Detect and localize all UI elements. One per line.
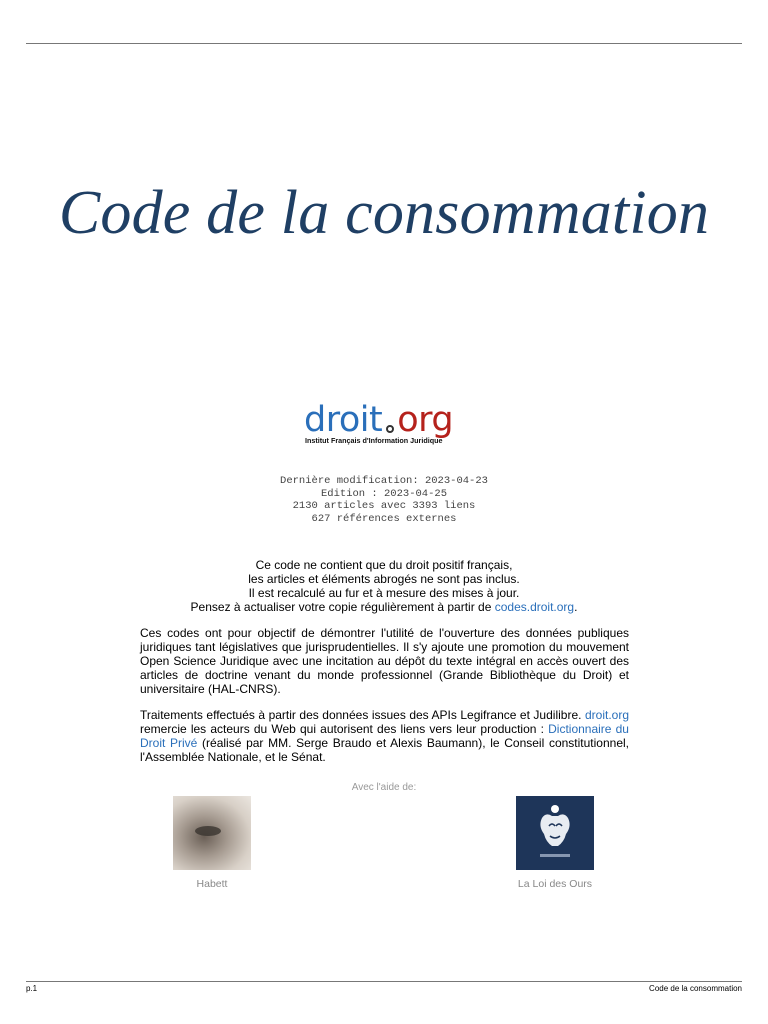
intro-line-2: les articles et éléments abrogés ne sont pas inclus. xyxy=(248,572,520,586)
helper-habett[interactable] xyxy=(152,796,272,890)
logo-word-droit: droit xyxy=(304,400,383,440)
document-title: Code de la consommation xyxy=(58,179,710,247)
objective-paragraph: Ces codes ont pour objectif de démontrer l'utilité de l'ouverture des données publiques juridiques tant législatives que jurisprudentielles. Il s'y ajoute une promotion du mouvement Open Science Juridique avec une incitation au dépôt du texte intégral en accès ouvert des articles de doctrine venant du monde professionnel (Grande Bibliothèque du Droit) et universitaire (HAL-CNRS). xyxy=(140,626,629,696)
bear-logo-image xyxy=(516,796,594,870)
footer-page-number: p.1 xyxy=(26,984,38,993)
credits-paragraph xyxy=(140,708,629,764)
credits-text-1: Traitements effectués à partir des données issues des APIs Legifrance et Judilibre. xyxy=(140,708,582,722)
articles-count: 2130 articles avec 3393 liens xyxy=(292,500,476,512)
habett-image xyxy=(173,796,251,870)
credits-text-2: remercie les acteurs du Web qui autorisent des liens vers leur production : xyxy=(140,722,544,736)
logo-dot-icon xyxy=(386,425,394,433)
habett-caption: Habett xyxy=(196,878,228,890)
logo-tagline: Institut Français d'Information Juridique xyxy=(305,436,443,445)
intro-line-4 xyxy=(0,600,768,614)
intro-line-4-end: . xyxy=(574,600,578,614)
droit-org-logo[interactable] xyxy=(304,402,466,448)
references-count: 627 références externes xyxy=(311,512,457,525)
droit-org-link[interactable]: droit.org xyxy=(584,708,629,722)
intro-line-3: Il est recalculé au fur et à mesure des mises à jour. xyxy=(248,586,520,600)
logo-word-org: org xyxy=(397,400,454,440)
codes-droit-link[interactable]: codes.droit.org xyxy=(494,600,575,614)
top-rule xyxy=(26,43,742,44)
document-metadata xyxy=(0,475,768,525)
footer-doc-title: Code de la consommation xyxy=(649,984,742,993)
helpers-label: Avec l'aide de: xyxy=(351,782,417,793)
intro-line-4-text: Pensez à actualiser votre copie régulièrement à partir de xyxy=(190,600,492,614)
intro-notice xyxy=(0,558,768,614)
last-modified: Dernière modification: 2023-04-23 xyxy=(280,475,488,487)
edition-date: Edition : 2023-04-25 xyxy=(320,487,448,500)
bottom-rule xyxy=(26,981,742,982)
intro-line-1: Ce code ne contient que du droit positif français, xyxy=(255,558,513,572)
credits-text-3: (réalisé par MM. Serge Braudo et Alexis Baumann), le Conseil constitutionnel, l'Assemblée Nationale, et le Sénat. xyxy=(140,736,629,764)
loi-des-ours-caption: La Loi des Ours xyxy=(517,878,593,890)
helper-loi-des-ours[interactable] xyxy=(495,796,615,890)
dictionnaire-link[interactable]: Dictionnaire du Droit Privé xyxy=(140,722,629,750)
